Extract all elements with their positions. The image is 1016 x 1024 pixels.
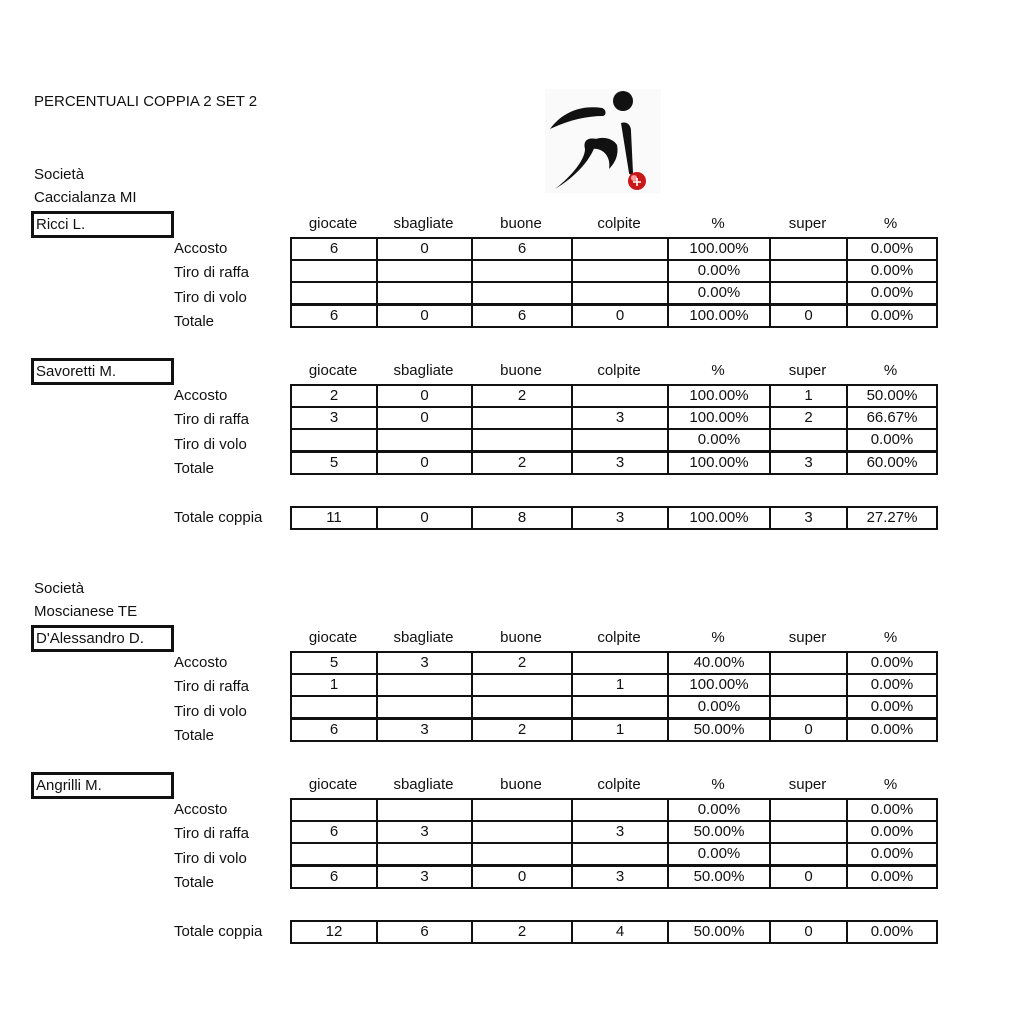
table-cell: 0 [377, 238, 472, 260]
table-cell [377, 282, 472, 305]
table-cell: 0 [472, 866, 572, 889]
table-cell: 3 [572, 866, 668, 889]
column-header: colpite [597, 629, 641, 646]
table-cell: 0.00% [847, 305, 937, 328]
table-row [291, 260, 937, 282]
row-label: Tiro di raffa [174, 678, 250, 696]
societa-name: Caccialanza MI [34, 189, 137, 206]
table-row [291, 238, 937, 260]
table-cell: 0.00% [668, 696, 770, 719]
table-cell: 0.00% [847, 238, 937, 260]
table-cell [291, 696, 377, 719]
table-cell: 6 [377, 921, 472, 943]
table-cell: 0 [770, 866, 847, 889]
column-header: colpite [597, 362, 641, 379]
table-cell: 0.00% [847, 821, 937, 843]
table-cell [770, 674, 847, 696]
societa-name: Moscianese TE [34, 603, 138, 620]
table-cell: 50.00% [668, 921, 770, 943]
table-cell [472, 282, 572, 305]
table-cell [572, 843, 668, 866]
table-cell: 5 [291, 452, 377, 475]
table-cell: 50.00% [847, 385, 937, 407]
table-cell: 0.00% [847, 843, 937, 866]
table-cell [572, 652, 668, 674]
table-cell: 100.00% [668, 452, 770, 475]
table-row [291, 674, 937, 696]
table-cell [291, 282, 377, 305]
table-row [291, 921, 937, 943]
table-cell: 2 [472, 452, 572, 475]
table-cell [472, 696, 572, 719]
table-cell [472, 407, 572, 429]
table-row [291, 385, 937, 407]
pair-total-table [290, 920, 938, 944]
row-label: Totale [174, 873, 215, 891]
table-cell: 0.00% [847, 260, 937, 282]
table-cell [770, 696, 847, 719]
table-cell [472, 799, 572, 821]
table-cell: 0.00% [668, 282, 770, 305]
row-label: Accosto [174, 240, 228, 257]
table-cell: 1 [572, 674, 668, 696]
table-row [291, 429, 937, 452]
column-header: giocate [308, 362, 358, 379]
table-cell: 50.00% [668, 719, 770, 742]
column-header: buone [500, 629, 542, 646]
table-cell [472, 674, 572, 696]
table-cell: 0 [377, 305, 472, 328]
table-cell: 0 [770, 305, 847, 328]
table-cell: 40.00% [668, 652, 770, 674]
table-cell: 2 [472, 385, 572, 407]
table-cell [377, 260, 472, 282]
table-cell: 0.00% [847, 429, 937, 452]
table-cell: 6 [291, 719, 377, 742]
column-header: % [711, 776, 725, 793]
column-header: colpite [597, 215, 641, 232]
table-cell: 0.00% [847, 696, 937, 719]
table-cell [770, 799, 847, 821]
pair-total-label: Totale coppia [174, 923, 263, 941]
row-label: Accosto [174, 801, 228, 818]
societa-label: Società [34, 580, 85, 597]
table-cell [770, 282, 847, 305]
table-cell [572, 260, 668, 282]
bocce-player-icon [545, 89, 661, 193]
pair-total-label: Totale coppia [174, 509, 263, 527]
table-cell: 0 [377, 507, 472, 529]
table-cell: 1 [291, 674, 377, 696]
column-header: giocate [308, 629, 358, 646]
row-label: Accosto [174, 654, 228, 671]
column-header: giocate [308, 215, 358, 232]
table-cell: 100.00% [668, 238, 770, 260]
table-cell: 2 [291, 385, 377, 407]
table-cell: 0 [770, 719, 847, 742]
table-cell: 66.67% [847, 407, 937, 429]
table-cell: 3 [770, 507, 847, 529]
player-stats-table [290, 651, 938, 742]
table-cell: 2 [472, 652, 572, 674]
table-cell [377, 843, 472, 866]
table-cell [770, 429, 847, 452]
column-header: giocate [308, 776, 358, 793]
row-label: Totale [174, 312, 215, 330]
pair-total-table [290, 506, 938, 530]
table-cell: 3 [572, 452, 668, 475]
table-cell: 3 [572, 821, 668, 843]
table-cell: 1 [770, 385, 847, 407]
player-stats-table [290, 798, 938, 889]
table-cell [377, 674, 472, 696]
table-cell: 60.00% [847, 452, 937, 475]
table-cell: 6 [291, 238, 377, 260]
page-title: PERCENTUALI COPPIA 2 SET 2 [34, 93, 258, 110]
row-label: Totale [174, 459, 215, 477]
player-name-box: Ricci L. [31, 211, 174, 238]
column-header: sbagliate [393, 362, 454, 379]
column-header: % [883, 776, 898, 793]
table-row [291, 652, 937, 674]
table-cell: 3 [377, 821, 472, 843]
table-cell: 0.00% [847, 866, 937, 889]
table-cell [770, 238, 847, 260]
table-cell: 6 [472, 305, 572, 328]
table-cell: 100.00% [668, 674, 770, 696]
table-cell: 50.00% [668, 821, 770, 843]
player-name-box: Angrilli M. [31, 772, 174, 799]
table-cell: 2 [472, 921, 572, 943]
row-label: Tiro di volo [174, 849, 247, 867]
player-stats-table [290, 384, 938, 475]
column-header: sbagliate [393, 215, 454, 232]
row-label: Totale [174, 726, 215, 744]
row-label: Accosto [174, 387, 228, 404]
table-cell: 100.00% [668, 507, 770, 529]
table-cell: 0.00% [847, 799, 937, 821]
table-cell: 3 [291, 407, 377, 429]
table-cell: 0 [377, 385, 472, 407]
table-cell [770, 260, 847, 282]
table-cell [572, 282, 668, 305]
table-cell: 100.00% [668, 407, 770, 429]
table-cell: 0.00% [847, 921, 937, 943]
table-cell: 0 [572, 305, 668, 328]
table-cell [377, 429, 472, 452]
row-label: Tiro di volo [174, 435, 247, 453]
table-cell: 3 [572, 507, 668, 529]
table-cell [291, 260, 377, 282]
table-cell [291, 843, 377, 866]
table-row [291, 866, 937, 889]
table-cell: 50.00% [668, 866, 770, 889]
column-header: % [883, 629, 898, 646]
table-cell: 27.27% [847, 507, 937, 529]
table-cell: 100.00% [668, 305, 770, 328]
table-cell [572, 238, 668, 260]
column-header: % [883, 215, 898, 232]
table-cell: 100.00% [668, 385, 770, 407]
table-row [291, 305, 937, 328]
table-row [291, 799, 937, 821]
table-cell: 3 [377, 652, 472, 674]
table-cell: 5 [291, 652, 377, 674]
table-cell [770, 843, 847, 866]
player-name-box: Savoretti M. [31, 358, 174, 385]
table-cell [291, 429, 377, 452]
table-row [291, 719, 937, 742]
table-cell [377, 696, 472, 719]
player-name-box: D'Alessandro D. [31, 625, 174, 652]
table-cell [291, 799, 377, 821]
table-cell: 6 [291, 305, 377, 328]
table-row [291, 843, 937, 866]
table-cell: 11 [291, 507, 377, 529]
table-cell [472, 821, 572, 843]
row-label: Tiro di raffa [174, 825, 250, 843]
column-header: sbagliate [393, 776, 454, 793]
table-cell: 8 [472, 507, 572, 529]
table-cell: 3 [770, 452, 847, 475]
table-cell: 3 [377, 866, 472, 889]
table-cell [770, 821, 847, 843]
table-cell [472, 429, 572, 452]
column-header: buone [500, 776, 542, 793]
row-label: Tiro di volo [174, 288, 247, 306]
table-cell: 0.00% [668, 260, 770, 282]
column-header: % [711, 362, 725, 379]
table-cell: 12 [291, 921, 377, 943]
player-stats-table [290, 237, 938, 328]
table-cell [572, 385, 668, 407]
table-cell [572, 696, 668, 719]
table-cell: 4 [572, 921, 668, 943]
table-cell [770, 652, 847, 674]
table-cell [472, 260, 572, 282]
table-cell: 2 [770, 407, 847, 429]
table-cell [572, 429, 668, 452]
column-header: super [788, 776, 827, 793]
column-header: super [788, 362, 827, 379]
column-header: buone [500, 215, 542, 232]
table-cell: 3 [377, 719, 472, 742]
table-cell: 2 [472, 719, 572, 742]
table-cell: 3 [572, 407, 668, 429]
table-cell [572, 799, 668, 821]
table-cell: 0.00% [847, 652, 937, 674]
table-cell: 0.00% [847, 719, 937, 742]
row-label: Tiro di raffa [174, 264, 250, 282]
table-row [291, 821, 937, 843]
row-label: Tiro di raffa [174, 411, 250, 429]
column-header: % [711, 215, 725, 232]
table-cell: 1 [572, 719, 668, 742]
table-cell [377, 799, 472, 821]
column-header: sbagliate [393, 629, 454, 646]
table-cell: 6 [472, 238, 572, 260]
table-row [291, 407, 937, 429]
column-header: colpite [597, 776, 641, 793]
table-cell: 0.00% [668, 843, 770, 866]
table-cell: 0.00% [668, 799, 770, 821]
column-header: % [711, 629, 725, 646]
table-row [291, 282, 937, 305]
table-row [291, 452, 937, 475]
table-cell: 0.00% [847, 282, 937, 305]
societa-label: Società [34, 166, 85, 183]
column-header: buone [500, 362, 542, 379]
table-cell: 0 [770, 921, 847, 943]
table-cell: 6 [291, 821, 377, 843]
table-cell: 0 [377, 452, 472, 475]
column-header: % [883, 362, 898, 379]
table-cell: 6 [291, 866, 377, 889]
table-cell: 0.00% [847, 674, 937, 696]
row-label: Tiro di volo [174, 702, 247, 720]
table-cell: 0 [377, 407, 472, 429]
column-header: super [788, 629, 827, 646]
table-row [291, 507, 937, 529]
table-row [291, 696, 937, 719]
table-cell [472, 843, 572, 866]
column-header: super [788, 215, 827, 232]
table-cell: 0.00% [668, 429, 770, 452]
